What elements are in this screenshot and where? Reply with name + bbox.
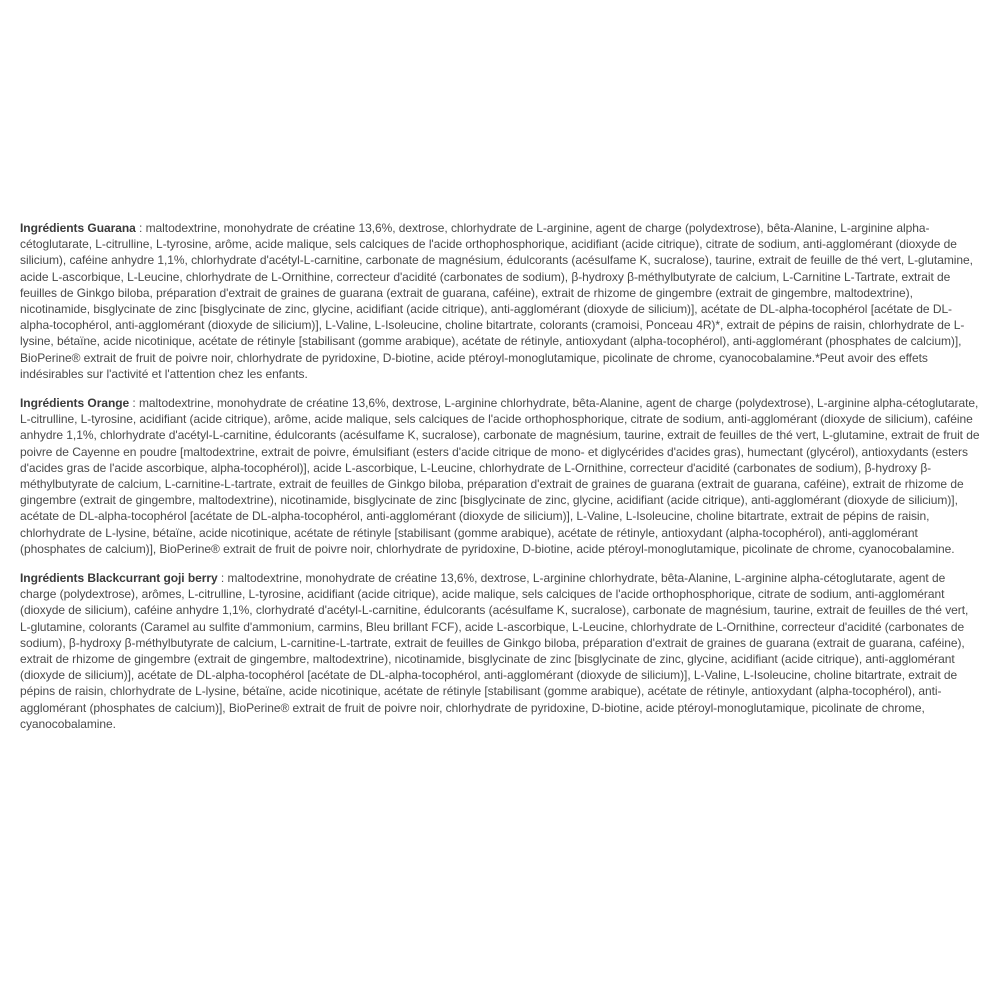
ingredients-orange-separator: : [129,396,139,411]
ingredients-blackcurrant-separator: : [217,571,228,586]
ingredients-orange-title: Ingrédients Orange [20,396,130,411]
ingredients-content [20,220,982,745]
ingredients-orange-text: maltodextrine, monohydrate de créatine 13,6%, dextrose, L-arginine chlorhydrate, bêta-Alanine, agent de charge (polydextrose), L-arginine alpha-cétoglutarate, L-citrulline, L-tyrosine, acidifiant (acide citrique), arôme, acide malique, sels calciques de l'acide orthophosphorique, citrate de sodium, anti-agglomérant (dioxyde de silicium), caféine anhydre 1,1%, chlorhydrate d'acétyl-L-carnitine, édulcorants (acésulfame K, sucralose), carbonate de magnésium, taurine, extrait de feuilles de thé vert, L-glutamine, extrait de fruit de poivre de Cayenne en poudre [maltodextrine, extrait de poivre, émulsifiant (esters d'acide citrique de mono- et diglycérides d'acides gras), humectant (glycérol), antioxydants (esters d'acides gras de l'acide ascorbique, alpha-tocophérol)], acide L-ascorbique, L-Leucine, chlorhydrate de L-Ornithine, correcteur d'acidité (carbonates de sodium), β-hydroxy β-méthylbutyrate de calcium, L-carnitine-L-tartrate, extrait de feuilles de Ginkgo biloba, préparation d'extrait de graines de guarana (extrait de guarana, caféine), extrait de rhizome de gingembre (extrait de gingembre, maltodextrine), nicotinamide, bisglycinate de zinc [bisglycinate de zinc, glycine, acidifiant (acide citrique), anti-agglomérant (dioxyde de silicium)], acétate de DL-alpha-tocophérol [acétate de DL-alpha-tocophérol, anti-agglomérant (dioxyde de silicium)], L-Valine, L-Isoleucine, choline bitartrate, extrait de pépins de raisin, chlorhydrate de L-lysine, bétaïne, acide nicotinique, acétate de rétinyle [stabilisant (gomme arabique), acétate de rétinyle, antioxydant (alpha-tocophérol), anti-agglomérant (phosphates de calcium)], BioPerine® extrait de fruit de poivre noir, chlorhydrate de pyridoxine, D-biotine, acide ptéroyl-monoglutamique, picolinate de chrome, cyanocobalamine. [20,396,980,556]
ingredients-blackcurrant-text: maltodextrine, monohydrate de créatine 13,6%, dextrose, L-arginine chlorhydrate, bêta-Alanine, L-arginine alpha-cétoglutarate, agent de charge (polydextrose), arômes, L-citrulline, L-tyrosine, acidifiant (acide citrique), acide malique, sels calciques de l'acide orthophosphorique, citrate de sodium, anti-agglomérant (dioxyde de silicium), caféine anhydre 1,1%, clorhydraté d'acétyl-L-carnitine, édulcorants (acésulfame K, sucralose), carbonate de magnésium, taurine, extrait de feuilles de thé vert, L-glutamine, colorants (Caramel au sulfite d'ammonium, carmins, Bleu brillant FCF), acide L-ascorbique, L-Leucine, chlorhydrate de L-Ornithine, correcteur d'acidité (carbonates de sodium), β-hydroxy β-méthylbutyrate de calcium, L-carnitine-L-tartrate, extrait de feuilles de Ginkgo biloba, préparation d'extrait de graines de guarana (extrait de guarana, caféine), extrait de rhizome de gingembre (extrait de gingembre, maltodextrine), nicotinamide, bisglycinate de zinc [bisglycinate de zinc, glycine, acidifiant (acide citrique), anti-agglomérant (dioxyde de silicium)], acétate de DL-alpha-tocophérol [acétate de DL-alpha-tocophérol, anti-agglomérant (dioxyde de silicium)], L-Valine, L-Isoleucine, choline bitartrate, extrait de pépins de raisin, chlorhydrate de L-lysine, bétaïne, acide nicotinique, acétate de rétinyle [stabilisant (gomme arabique), acétate de rétinyle, antioxydant (alpha-tocophérol), anti-agglomérant (phosphates de calcium)], BioPerine® extrait de fruit de poivre noir, chlorhydrate de pyridoxine, D-biotine, acide ptéroyl-monoglutamique, picolinate de chrome, cyanocobalamine. [20,571,969,731]
ingredients-guarana-separator: : [135,221,146,235]
ingredients-blackcurrant-title: Ingrédients Blackcurrant goji berry [20,571,218,586]
ingredients-guarana-title: Ingrédients Guarana [20,221,136,235]
ingredients-guarana-paragraph [20,220,982,382]
ingredients-blackcurrant-paragraph [20,570,982,732]
ingredients-orange-paragraph [20,395,982,557]
ingredients-guarana-text: maltodextrine, monohydrate de créatine 13,6%, dextrose, chlorhydrate de L-arginine, agent de charge (polydextrose), bêta-Alanine, L-arginine alpha-cétoglutarate, L-citrulline, L-tyrosine, arôme, acide malique, sels calciques de l'acide orthophosphorique, acidifiant (acide citrique), citrate de sodium, anti-agglomérant (dioxyde de silicium), caféine anhydre 1,1%, chlorhydrate d'acétyl-L-carnitine, carbonate de magnésium, édulcorants (acésulfame K, sucralose), taurine, extrait de feuille de thé vert, L-glutamine, acide L-ascorbique, L-Leucine, chlorhydrate de L-Ornithine, correcteur d'acidité (carbonates de sodium), β-hydroxy β-méthylbutyrate de calcium, L-Carnitine L-Tartrate, extrait de feuilles de Ginkgo biloba, préparation d'extrait de graines de guarana (extrait de guarana, caféine), extrait de rhizome de gingembre (extrait de gingembre, maltodextrine), nicotinamide, bisglycinate de zinc [bisglycinate de zinc, glycine, acidifiant (acide citrique), anti-agglomérant (dioxyde de silicium)], acétate de DL-alpha-tocophérol [acétate de DL-alpha-tocophérol, anti-agglomérant (dioxyde de silicium)], L-Valine, L-Isoleucine, choline bitartrate, colorants (cramoisi, Ponceau 4R)*, extrait de pépins de raisin, chlorhydrate de L-lysine, bétaïne, acide nicotinique, acétate de rétinyle [stabilisant (gomme arabique), acétate de rétinyle, antioxydant (alpha-tocophérol), anti-agglomérant (phosphates de calcium)], BioPerine® extrait de fruit de poivre noir, chlorhydrate de pyridoxine, D-biotine, acide ptéroyl-monoglutamique, picolinate de chrome, cyanocobalamine.*Peut avoir des effets indésirables sur l'activité et l'attention chez les enfants. [20,221,973,381]
